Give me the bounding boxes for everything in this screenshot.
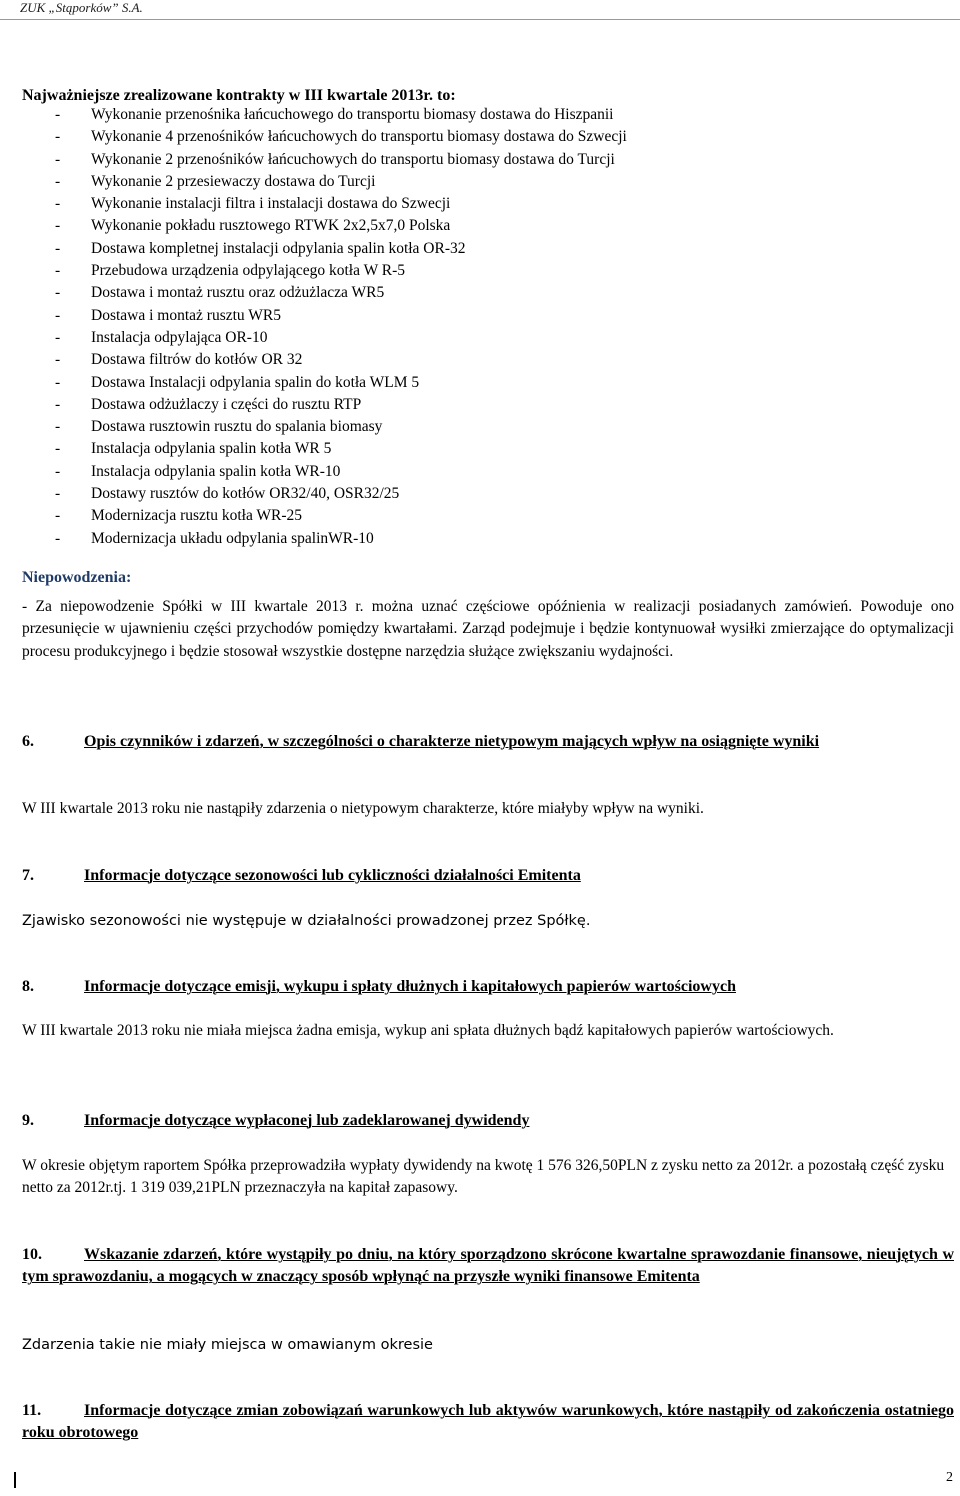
contract-item-text: Instalacja odpylania spalin kotła WR-10 bbox=[91, 462, 341, 480]
list-dash: - bbox=[55, 351, 61, 369]
section-title: Opis czynników i zdarzeń, w szczególności o charakterze nietypowym mających wpływ na osiągnięte wyniki bbox=[84, 733, 820, 750]
contract-item-text: Dostawa Instalacji odpylania spalin do kotła WLM 5 bbox=[91, 373, 420, 391]
page-number: 2 bbox=[946, 1470, 953, 1485]
list-dash: - bbox=[55, 462, 61, 480]
list-dash: - bbox=[55, 106, 61, 123]
list-dash: - bbox=[55, 529, 61, 547]
contract-item-text: Instalacja odpylająca OR-10 bbox=[91, 328, 268, 346]
header-rule bbox=[0, 19, 960, 20]
section-10-heading bbox=[22, 1244, 954, 1289]
list-dash: - bbox=[55, 262, 61, 280]
document-header: ZUK „Stąporków” S.A. bbox=[20, 0, 143, 15]
section-number: 9. bbox=[22, 1112, 34, 1129]
section-6-heading bbox=[22, 731, 954, 753]
contract-item-text: Modernizacja rusztu kotła WR-25 bbox=[91, 507, 303, 525]
section-title: Informacje dotyczące sezonowości lub cykliczności działalności Emitenta bbox=[84, 867, 581, 884]
contract-item-text: Modernizacja układu odpylania spalinWR-10 bbox=[91, 529, 374, 547]
section-title: Informacje dotyczące wypłaconej lub zadeklarowanej dywidendy bbox=[84, 1112, 530, 1129]
contract-item-text: Dostawa i montaż rusztu WR5 bbox=[91, 306, 281, 324]
section-title: Informacje dotyczące emisji, wykupu i spłaty dłużnych i kapitałowych papierów wartościowych bbox=[84, 978, 736, 995]
contract-item-text: Dostawa rusztowin rusztu do spalania biomasy bbox=[91, 418, 383, 436]
list-dash: - bbox=[55, 172, 61, 190]
contract-item-text: Dostawa filtrów do kotłów OR 32 bbox=[91, 351, 303, 369]
contract-item-text: Wykonanie 2 przenośników łańcuchowych do transportu biomasy dostawa do Turcji bbox=[91, 150, 615, 168]
section-7-body: Zjawisko sezonowości nie występuje w działalności prowadzonej przez Spółkę. bbox=[22, 913, 591, 929]
list-dash: - bbox=[55, 217, 61, 235]
change-bar bbox=[14, 1472, 16, 1488]
section-number: 10. bbox=[22, 1246, 42, 1263]
list-dash: - bbox=[55, 418, 61, 436]
contract-item-text: Przebudowa urządzenia odpylającego kotła W R-5 bbox=[91, 262, 406, 280]
list-dash: - bbox=[55, 485, 61, 503]
contract-item-text: Dostawa odżużlaczy i części do rusztu RTP bbox=[91, 395, 362, 413]
list-dash: - bbox=[55, 128, 61, 146]
list-dash: - bbox=[55, 306, 61, 324]
list-dash: - bbox=[55, 395, 61, 413]
list-dash: - bbox=[55, 150, 61, 168]
section-title: Wskazanie zdarzeń, które wystąpiły po dniu, na który sporządzono skrócone kwartalne sprawozdanie finansowe, nieujętych w tym sprawozdaniu, a mogących w znaczący sposób wpłynąć na przyszłe wyniki finansowe Emitenta bbox=[22, 1246, 954, 1286]
section-number: 6. bbox=[22, 733, 34, 750]
section-number: 11. bbox=[22, 1402, 42, 1419]
section-10-body: Zdarzenia takie nie miały miejsca w omawianym okresie bbox=[22, 1337, 433, 1353]
section-8-heading bbox=[22, 976, 954, 998]
section-8-body: W III kwartale 2013 roku nie miała miejsca żadna emisja, wykup ani spłata dłużnych bądź kapitałowych papierów wartościowych. bbox=[22, 1022, 834, 1039]
contract-item-text: Instalacja odpylania spalin kotła WR 5 bbox=[91, 440, 332, 458]
list-dash: - bbox=[55, 328, 61, 346]
contract-item-text: Wykonanie przenośnika łańcuchowego do transportu biomasy dostawa do Hiszpanii bbox=[91, 106, 614, 123]
section-9-heading bbox=[22, 1110, 954, 1132]
contract-item-text: Dostawy rusztów do kotłów OR32/40, OSR32/25 bbox=[91, 485, 400, 503]
section-number: 7. bbox=[22, 867, 34, 884]
list-dash: - bbox=[55, 239, 61, 257]
section-11-heading bbox=[22, 1400, 954, 1445]
section-number: 8. bbox=[22, 978, 34, 995]
section-7-heading bbox=[22, 865, 954, 887]
contract-item-text: Dostawa i montaż rusztu oraz odżużlacza WR5 bbox=[91, 284, 385, 302]
section-title: Informacje dotyczące zmian zobowiązań warunkowych lub aktywów warunkowych, które nastąpiły od zakończenia ostatniego roku obrotowego bbox=[22, 1402, 954, 1442]
contract-item-text: Wykonanie pokładu rusztowego RTWK 2x2,5x7,0 Polska bbox=[91, 217, 451, 235]
contract-item-text: Wykonanie instalacji filtra i instalacji dostawa do Szwecji bbox=[91, 195, 451, 213]
contract-item-text: Dostawa kompletnej instalacji odpylania spalin kotła OR-32 bbox=[91, 239, 466, 257]
contracts-heading: Najważniejsze zrealizowane kontrakty w III kwartale 2013r. to: bbox=[22, 87, 456, 104]
contract-item-text: Wykonanie 4 przenośników łańcuchowych do transportu biomasy dostawa do Szwecji bbox=[91, 128, 627, 146]
failures-heading: Niepowodzenia: bbox=[22, 569, 132, 586]
failures-paragraph: - Za niepowodzenie Spółki w III kwartale 2013 r. można uznać częściowe opóźnienia w realizacji posiadanych zamówień. Powoduje ono przesunięcie w ujawnieniu części przychodów pomiędzy kwartałami. Zarząd podejmuje i będzie kontynuował wysiłki zmierzające do optymalizacji procesu produkcyjnego i będzie stosował wszystkie dostępne narzędzia służące zwiększaniu wydajności. bbox=[22, 598, 954, 660]
list-dash: - bbox=[55, 507, 61, 525]
list-dash: - bbox=[55, 373, 61, 391]
section-9-body: W okresie objętym raportem Spółka przeprowadziła wypłaty dywidendy na kwotę 1 576 326,50PLN z zysku netto za 2012r. a pozostałą część zysku netto za 2012r.tj. 1 319 039,21PLN przeznaczyła na kapitał zapasowy. bbox=[22, 1157, 945, 1197]
section-6-body: W III kwartale 2013 roku nie nastąpiły zdarzenia o nietypowym charakterze, które miałyby wpływ na wyniki. bbox=[22, 800, 704, 817]
list-dash: - bbox=[55, 284, 61, 302]
list-dash: - bbox=[55, 440, 61, 458]
contract-item-text: Wykonanie 2 przesiewaczy dostawa do Turcji bbox=[91, 172, 376, 190]
list-dash: - bbox=[55, 195, 61, 213]
